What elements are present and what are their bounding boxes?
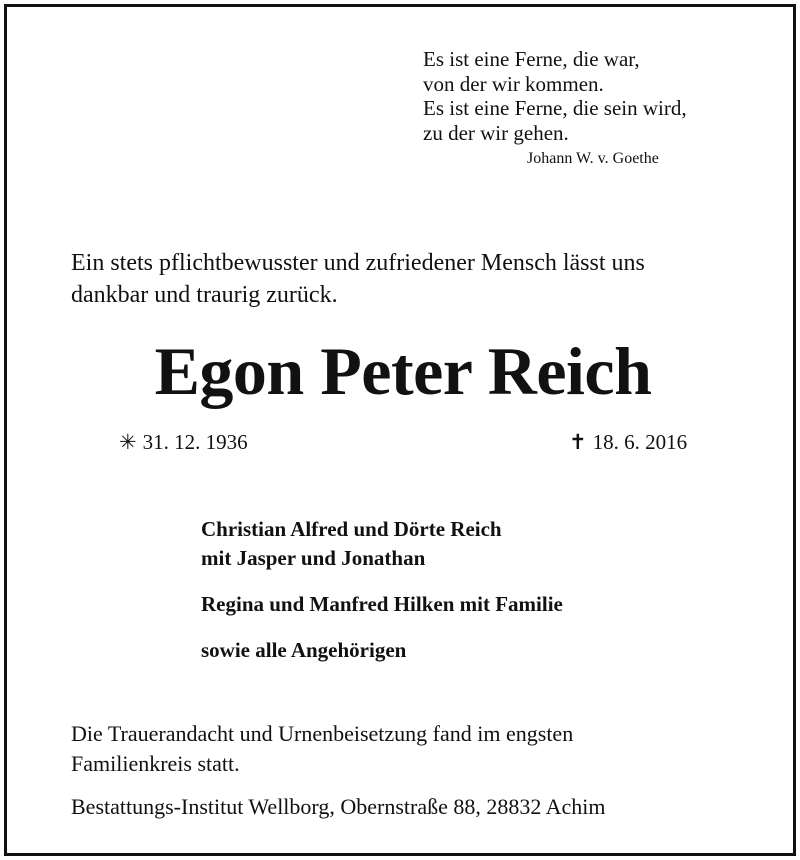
quote-line: Es ist eine Ferne, die war, [423, 47, 640, 71]
death-cross-icon: ✝ [569, 430, 587, 454]
quote-line: Es ist eine Ferne, die sein wird, [423, 96, 687, 120]
intro-text [71, 247, 771, 311]
poem-quote [423, 47, 687, 171]
mourner-line: Christian Alfred und Dörte Reich [201, 517, 502, 541]
quote-line: von der wir kommen. [423, 71, 604, 96]
death-date-group [569, 429, 687, 455]
notice-line-1: Die Trauerandacht und Urnenbeisetzung fand im engsten [71, 721, 574, 746]
quote-author: Johann W. v. Goethe [527, 150, 659, 167]
intro-line-1: Ein stets pflichtbewusster und zufriedener Mensch lässt uns [71, 250, 645, 276]
intro-line-2: dankbar und traurig zurück. [71, 282, 338, 308]
mourner-line: Regina und Manfred Hilken mit Familie [201, 592, 563, 616]
notice-line-2: Familienkreis statt. [71, 751, 240, 776]
birth-date-group [119, 429, 248, 455]
undertaker-address: Bestattungs-Institut Wellborg, Obernstraße 88, 28832 Achim [71, 794, 606, 819]
death-date: 18. 6. 2016 [592, 430, 688, 454]
mourner-line: mit Jasper und Jonathan [201, 546, 426, 570]
deceased-name: Egon Peter Reich [154, 333, 652, 409]
ceremony-notice [71, 719, 573, 779]
quote-line: zu der wir gehen. [423, 120, 569, 145]
mourners-list [201, 515, 563, 665]
mourner-line: sowie alle Angehörigen [201, 638, 407, 662]
birth-star-icon: ✳ [119, 430, 137, 454]
obituary-frame [4, 4, 796, 856]
birth-date: 31. 12. 1936 [142, 430, 248, 454]
